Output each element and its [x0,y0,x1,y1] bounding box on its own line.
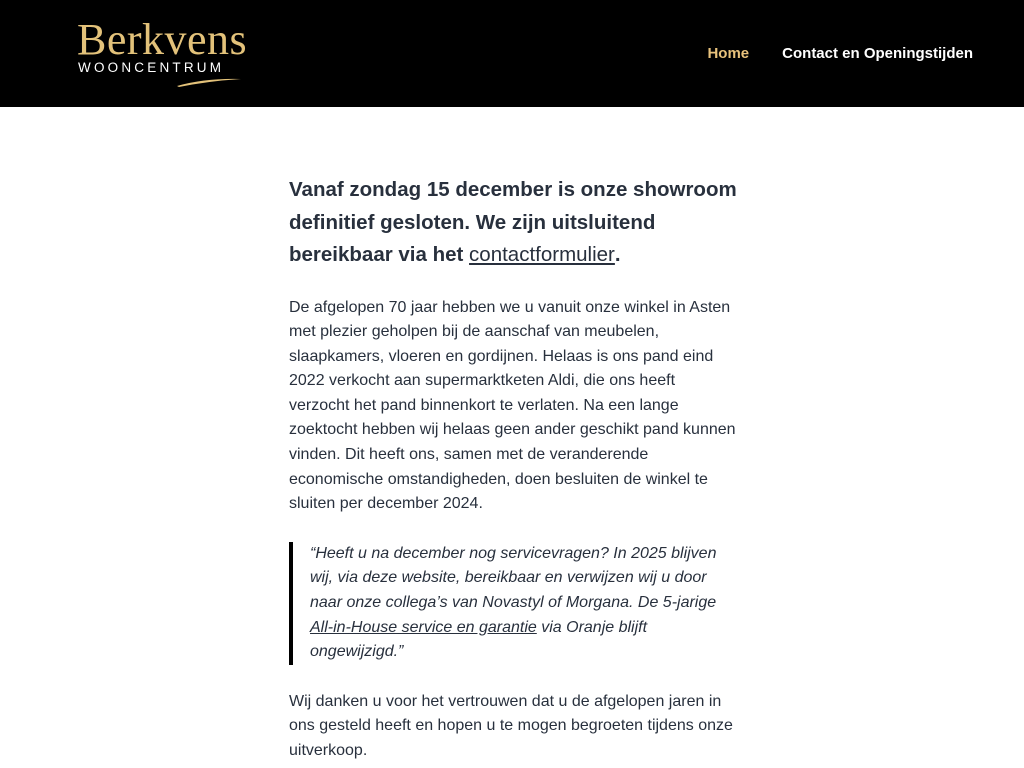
service-quote [289,542,737,665]
nav-home[interactable]: Home [707,45,750,62]
service-guarantee-link[interactable]: All-in-House service en garantie [310,618,537,636]
quote-text-end: via Oranje blijft ongewijzigd.” [310,618,648,661]
logo-swoosh-icon [175,76,243,88]
logo-wordmark: Berkvens [77,15,248,64]
lead-text-start: Vanaf zondag 15 december is onze showroom definitief gesloten. We zijn uitsluitend bereikbaar via het [289,178,737,266]
logo-subtitle: WOONCENTRUM [78,60,225,75]
lead-text-end: . [614,243,621,266]
site-header [0,0,1024,107]
thanks-paragraph: Wij danken u voor het vertrouwen dat u de afgelopen jaren in ons gesteld heeft en hopen u te mogen begroeten tijdens onze uitverkoop. [289,692,733,759]
main-nav [707,44,973,64]
history-paragraph: De afgelopen 70 jaar hebben we u vanuit onze winkel in Asten met plezier geholpen bij de aanschaf van meubelen, slaapkamers, vloeren en gordijnen. Helaas is ons pand eind 2022 verkocht aan supermarktketen Aldi, die ons heeft verzocht het pand binnenkort te verlaten. Na een lange zoektocht hebben wij helaas geen ander geschikt pand kunnen vinden. Dit heeft ons, samen met de veranderende economische omstandigheden, doen besluiten de winkel te sluiten per december 2024. [289,298,736,513]
lead-text [289,174,737,272]
main-content [289,174,737,764]
contact-form-link[interactable]: contactformulier [469,243,615,266]
site-logo[interactable] [77,15,267,90]
quote-text-start: “Heeft u na december nog servicevragen? In 2025 blijven wij, via deze website, bereikbaar en verwijzen wij u door naar onze collega’s van Novastyl of Morgana. De 5-jarige [310,544,717,612]
nav-contact[interactable]: Contact en Openingstijden [782,45,973,62]
